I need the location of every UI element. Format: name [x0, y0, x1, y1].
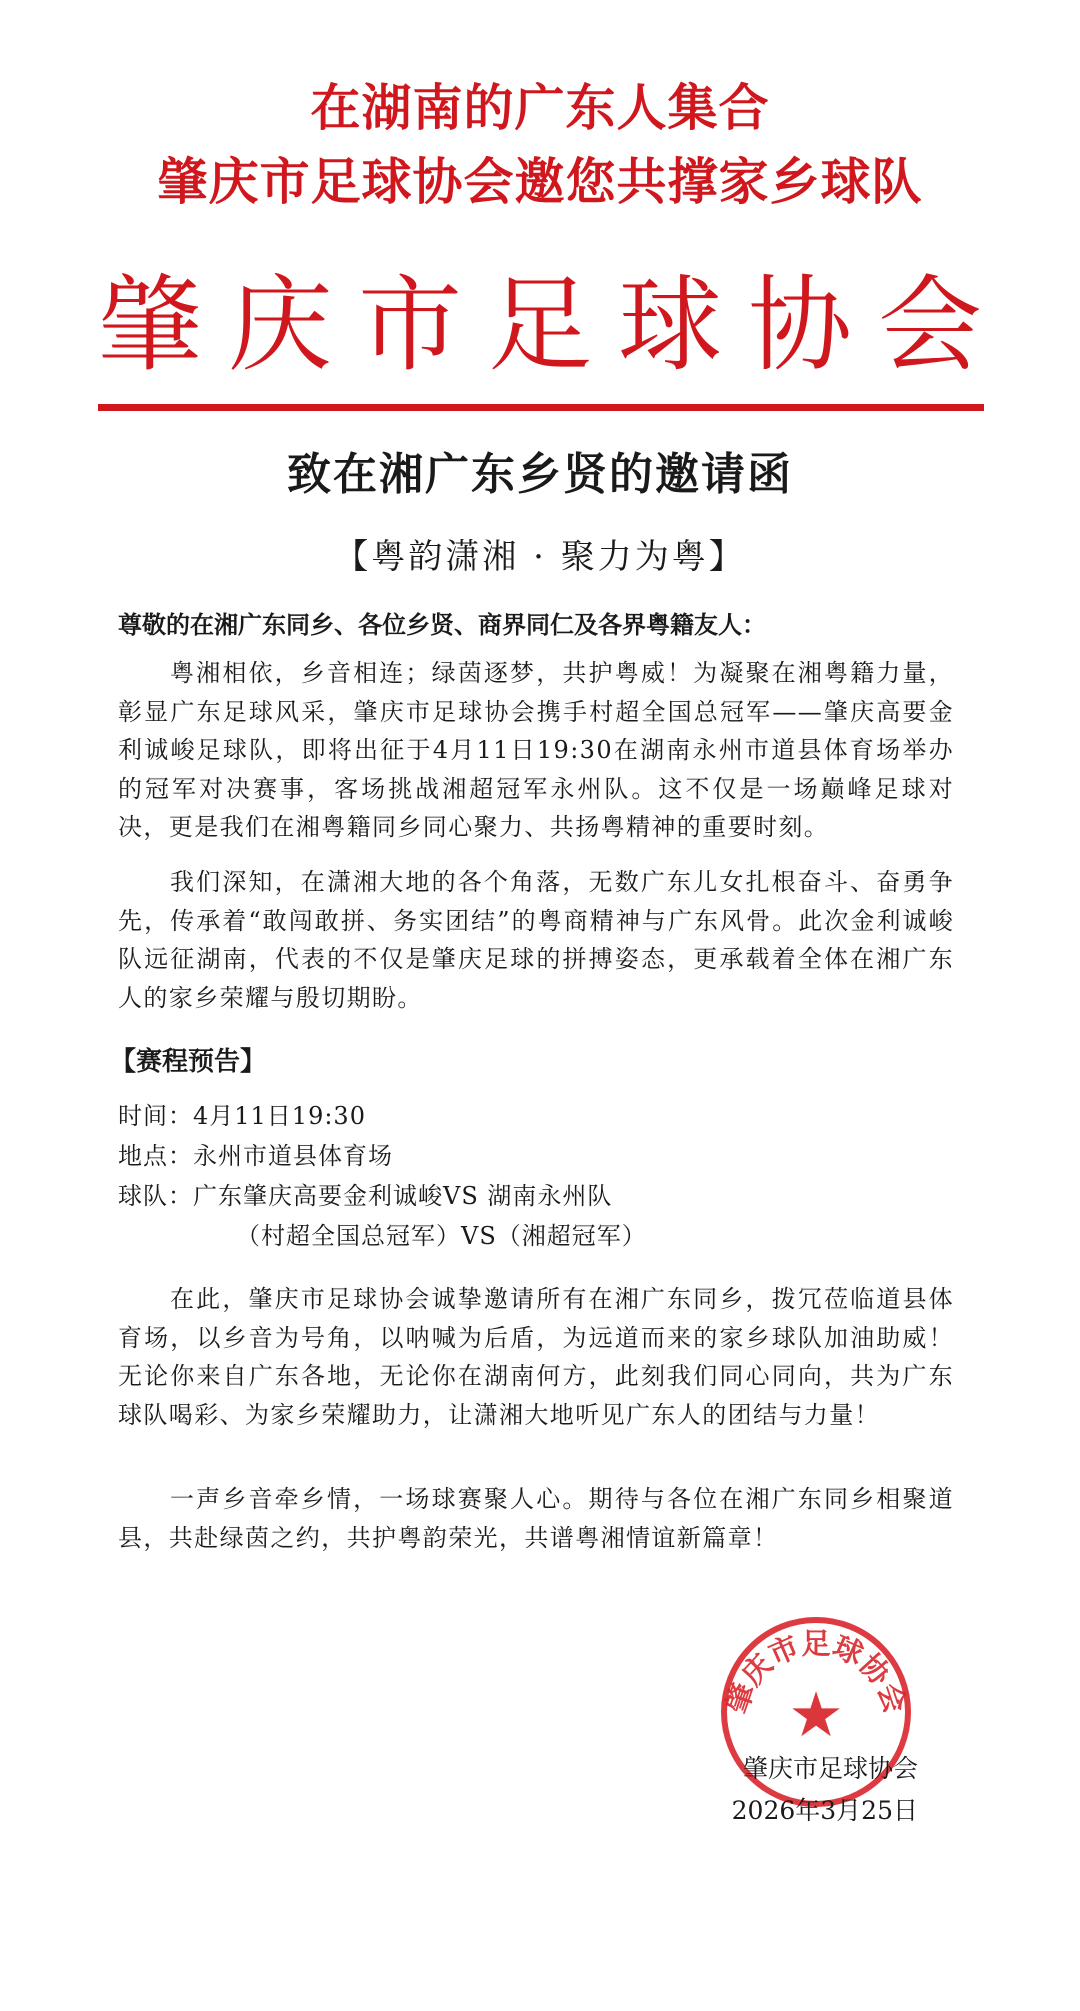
letter-title: 致在湘广东乡贤的邀请函	[287, 449, 793, 500]
signature-organization: 肇庆市足球协会	[742, 1754, 918, 1783]
paragraph-spirit: 我们深知，在潇湘大地的各个角落，无数广东儿女扎根奋斗、奋勇争先，传承着“敢闯敢拼、务实团结”的粤商精神与广东风骨。此次金利诚峻队远征湖南，代表的不仅是肇庆足球的拼搏姿态，更承载着全体在湘广东人的家乡荣耀与殷切期盼。	[118, 868, 954, 1012]
schedule-time: 时间：4月11日19:30	[118, 1102, 366, 1130]
schedule-heading: 【赛程预告】	[110, 1047, 267, 1077]
schedule-teams: 球队：广东肇庆高要金利诚峻VS 湖南永州队	[118, 1182, 613, 1210]
signature-block	[732, 1748, 918, 1832]
seal-star-icon: ★	[788, 1678, 844, 1751]
letter-theme: 【粤韵潇湘 · 聚力为粤】	[334, 537, 746, 577]
headline-line-2: 肇庆市足球协会邀您共撑家乡球队	[157, 153, 923, 211]
headline-line-1: 在湖南的广东人集合	[310, 79, 770, 137]
signature-date: 2026年3月25日	[731, 1796, 918, 1825]
paragraph-intro: 粤湘相依，乡音相连；绿茵逐梦，共护粤威！为凝聚在湘粤籍力量，彰显广东足球风采，肇庆市足球协会携手村超全国总冠军——肇庆高要金利诚峻足球队，即将出征于4月11日19:30在湖南永州市道县体育场举办的冠军对决赛事，客场挑战湘超冠军永州队。这不仅是一场巅峰足球对决，更是我们在湘粤籍同乡同心聚力、共扬粤精神的重要时刻。	[118, 659, 954, 841]
schedule-venue: 地点：永州市道县体育场	[118, 1142, 393, 1170]
paragraph-closing: 一声乡音牵乡情，一场球赛聚人心。期待与各位在湘广东同乡相聚道县，共赴绿茵之约，共护粤韵荣光，共谱粤湘情谊新篇章！	[118, 1485, 954, 1552]
red-divider-rule	[98, 404, 984, 411]
seal-arc-text: 肇庆市足球协会	[719, 1626, 913, 1718]
paragraph-invitation: 在此，肇庆市足球协会诚挚邀请所有在湘广东同乡，拨冗莅临道县体育场，以乡音为号角，以呐喊为后盾，为远道而来的家乡球队加油助威！无论你来自广东各地，无论你在湖南何方，此刻我们同心同向，共为广东球队喝彩、为家乡荣耀助力，让潇湘大地听见广东人的团结与力量！	[118, 1285, 954, 1429]
organization-banner: 肇庆市足球协会	[97, 264, 1008, 386]
salutation: 尊敬的在湘广东同乡、各位乡贤、商界同仁及各界粤籍友人：	[118, 610, 766, 639]
schedule-team-titles: （村超全国总冠军）VS（湘超冠军）	[236, 1222, 647, 1250]
